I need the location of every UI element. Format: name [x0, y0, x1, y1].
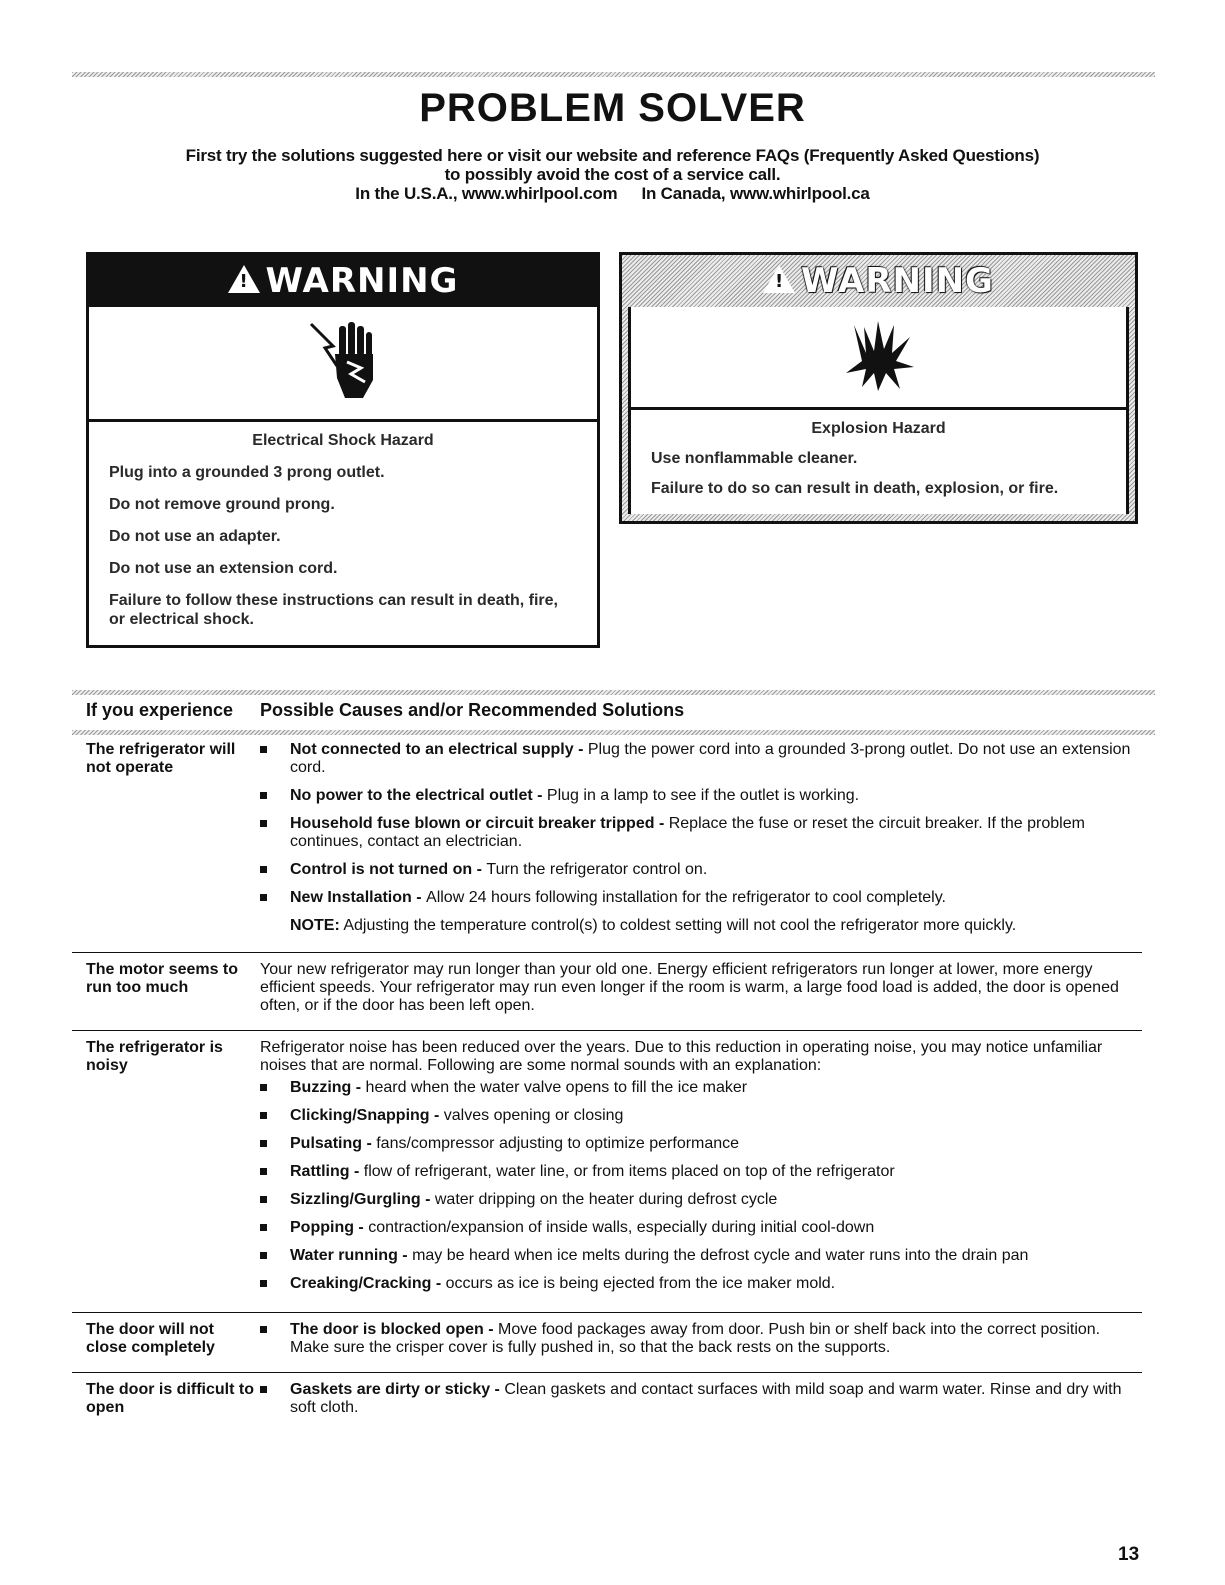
intro-text	[0, 146, 1225, 203]
canada-website: In Canada, www.whirlpool.ca	[641, 184, 870, 203]
solution-item: Sizzling/Gurgling - water dripping on the heater during defrost cycle	[260, 1191, 1140, 1209]
electrical-warning-box	[86, 252, 600, 648]
hazard-title: Explosion Hazard	[811, 420, 946, 437]
table-row	[72, 1030, 1142, 1292]
solution-item: Gaskets are dirty or sticky - Clean gaskets and contact surfaces with mild soap and warm water. Rinse and dry with soft cloth.	[260, 1381, 1140, 1417]
solution-item: Control is not turned on - Turn the refrigerator control on.	[260, 861, 1140, 879]
solutions	[260, 1381, 1140, 1417]
solution-item: Popping - contraction/expansion of inside walls, especially during initial cool-down	[260, 1219, 1140, 1237]
solution-item: The door is blocked open - Move food packages away from door. Push bin or shelf back into the correct position. Make sure the crisper cover is fully pushed in, so that the back rests on the supports.	[260, 1321, 1140, 1357]
problem-label: The door is difficult to open	[86, 1381, 254, 1416]
table-row	[72, 952, 1142, 1014]
table-row	[72, 1372, 1142, 1416]
column-header-solutions: Possible Causes and/or Recommended Solutions	[260, 700, 685, 720]
warning-heading: WARNING	[801, 261, 994, 301]
warning-line: Failure to do so can result in death, explosion, or fire.	[651, 480, 1059, 497]
warning-line: Do not remove ground prong.	[109, 496, 335, 513]
top-rule	[72, 72, 1155, 77]
us-website: In the U.S.A., www.whirlpool.com	[355, 184, 618, 203]
solution-item: New Installation - Allow 24 hours following installation for the refrigerator to cool completely.	[260, 889, 1140, 907]
warning-line: Do not use an extension cord.	[109, 560, 338, 577]
table-top-rule	[72, 690, 1155, 695]
solution-item: Buzzing - heard when the water valve opens to fill the ice maker	[260, 1079, 1140, 1097]
solution-paragraph: Your new refrigerator may run longer than your old one. Energy efficient refrigerators run longer at lower, more energy efficient speeds. Your refrigerator may run even longer if the room is warm, a large food load is added, the door is opened often, or if the door has been left open.	[260, 961, 1119, 1014]
solution-item: Pulsating - fans/compressor adjusting to optimize performance	[260, 1135, 1140, 1153]
solution-item: Water running - may be heard when ice melts during the defrost cycle and water runs into the drain pan	[260, 1247, 1140, 1265]
solutions	[260, 961, 1140, 1017]
warning-triangle-icon: !	[228, 265, 260, 293]
warning-heading: WARNING	[265, 261, 459, 301]
page-title: PROBLEM SOLVER	[419, 86, 806, 130]
explosion-icon	[628, 307, 1129, 410]
solutions	[260, 741, 1140, 935]
warning-header	[622, 255, 1135, 307]
electrical-shock-icon	[89, 307, 597, 422]
explosion-warning-box	[619, 252, 1138, 524]
problem-label: The motor seems to run too much	[86, 961, 239, 996]
warning-header	[89, 255, 597, 307]
hazard-title: Electrical Shock Hazard	[252, 432, 434, 449]
warning-line: Use nonflammable cleaner.	[651, 450, 858, 467]
table-header-rule	[72, 730, 1155, 735]
solution-item: Not connected to an electrical supply - Plug the power cord into a grounded 3-prong outlet. Do not use an extension cord.	[260, 741, 1140, 777]
solution-item: Household fuse blown or circuit breaker tripped - Replace the fuse or reset the circuit breaker. If the problem continues, contact an electrician.	[260, 815, 1140, 851]
warning-triangle-icon: !	[763, 265, 795, 293]
problem-label: The door will not close completely	[86, 1321, 215, 1356]
problem-label: The refrigerator will not operate	[86, 741, 236, 776]
solution-item: No power to the electrical outlet - Plug in a lamp to see if the outlet is working.	[260, 787, 1140, 805]
column-header-problem: If you experience	[86, 700, 234, 720]
intro-websites	[0, 184, 1225, 203]
solutions	[260, 1039, 1140, 1293]
warning-body	[89, 422, 597, 629]
page-number: 13	[1118, 1544, 1140, 1565]
warning-line: Plug into a grounded 3 prong outlet.	[109, 464, 385, 481]
table-row	[72, 1312, 1142, 1356]
solution-paragraph: Refrigerator noise has been reduced over the years. Due to this reduction in operating noise, you may notice unfamiliar noises that are normal. Following are some normal sounds with an explanation:	[260, 1039, 1103, 1074]
solution-item: Clicking/Snapping - valves opening or closing	[260, 1107, 1140, 1125]
note: NOTE: Adjusting the temperature control(s) to coldest setting will not cool the refrigerator more quickly.	[290, 917, 1017, 934]
solution-item: Rattling - flow of refrigerant, water line, or from items placed on top of the refrigerator	[260, 1163, 1140, 1181]
intro-line-1: First try the solutions suggested here or visit our website and reference FAQs (Frequently Asked Questions)	[185, 146, 1040, 165]
warning-line: Do not use an adapter.	[109, 528, 281, 545]
solutions	[260, 1321, 1140, 1357]
intro-line-2: to possibly avoid the cost of a service call.	[444, 165, 781, 184]
warning-line: Failure to follow these instructions can result in death, fire, or electrical shock.	[109, 592, 558, 628]
solution-item: Creaking/Cracking - occurs as ice is being ejected from the ice maker mold.	[260, 1275, 1140, 1293]
warning-body	[628, 410, 1129, 514]
problem-label: The refrigerator is noisy	[86, 1039, 223, 1074]
